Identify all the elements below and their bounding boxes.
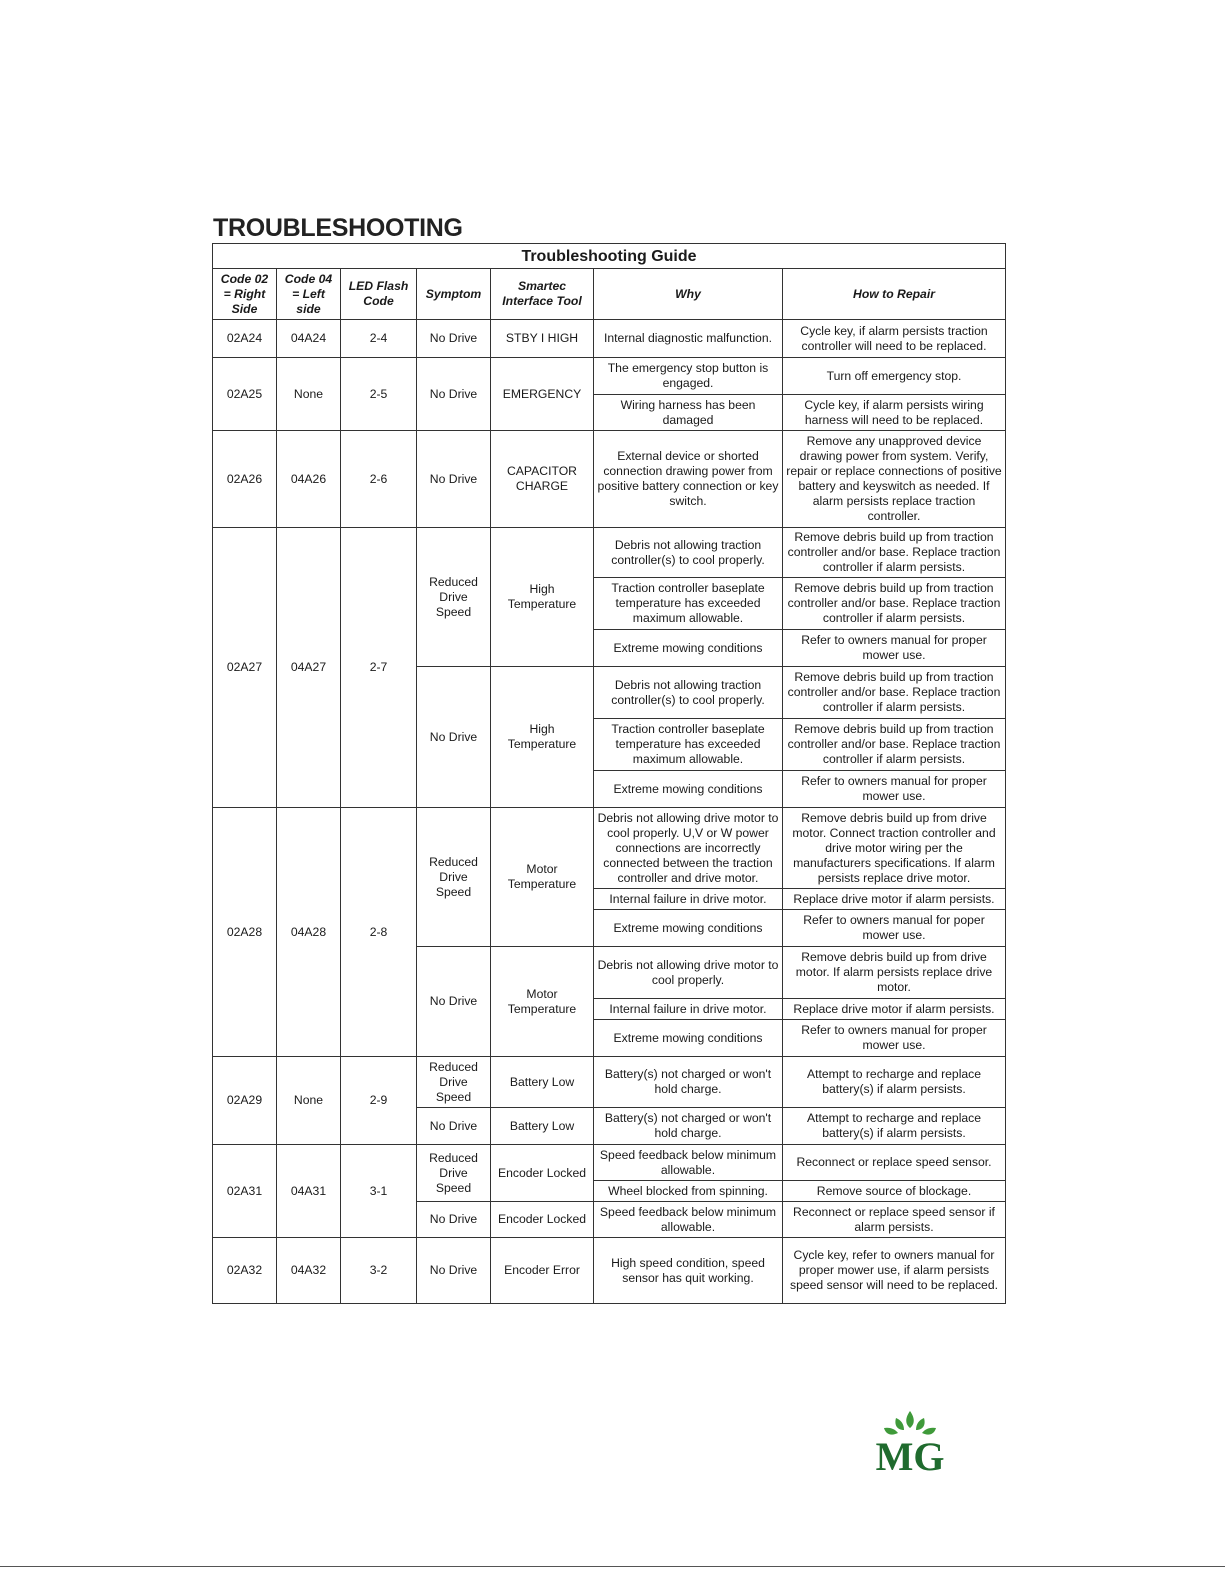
tool-cell: Encoder Locked xyxy=(491,1202,594,1238)
why-cell: Speed feedback below minimum allowable. xyxy=(594,1202,783,1238)
troubleshooting-table xyxy=(212,243,1006,1304)
table-row xyxy=(213,1238,1006,1304)
repair-cell: Turn off emergency stop. xyxy=(783,358,1006,395)
tool-cell: EMERGENCY xyxy=(491,358,594,431)
repair-cell: Reconnect or replace speed sensor. xyxy=(783,1145,1006,1181)
symptom-cell: No Drive xyxy=(417,320,491,358)
repair-cell: Remove debris build up from traction controller and/or base. Replace traction controller if alarm persists. xyxy=(783,578,1006,630)
symptom-cell: No Drive xyxy=(417,667,491,808)
led-code-cell: 2-4 xyxy=(341,320,417,358)
led-code-cell: 2-7 xyxy=(341,528,417,808)
why-cell: Extreme mowing conditions xyxy=(594,910,783,947)
code04-cell: None xyxy=(277,358,341,431)
mg-logo xyxy=(872,1408,948,1474)
repair-cell: Remove debris build up from traction controller and/or base. Replace traction controller if alarm persists. xyxy=(783,719,1006,771)
repair-cell: Cycle key, if alarm persists traction controller will need to be replaced. xyxy=(783,320,1006,358)
repair-cell: Reconnect or replace speed sensor if alarm persists. xyxy=(783,1202,1006,1238)
table-row xyxy=(213,358,1006,395)
repair-cell: Cycle key, refer to owners manual for proper mower use, if alarm persists speed sensor will need to be replaced. xyxy=(783,1238,1006,1304)
header-led-flash-code: LED Flash Code xyxy=(341,269,417,320)
code02-cell: 02A27 xyxy=(213,528,277,808)
header-symptom: Symptom xyxy=(417,269,491,320)
tool-cell: Battery Low xyxy=(491,1057,594,1108)
why-cell: Wiring harness has been damaged xyxy=(594,395,783,431)
why-cell: Internal failure in drive motor. xyxy=(594,999,783,1020)
why-cell: Traction controller baseplate temperature has exceeded maximum allowable. xyxy=(594,578,783,630)
symptom-cell: No Drive xyxy=(417,1238,491,1304)
leaf-center-icon xyxy=(906,1411,914,1428)
symptom-cell: No Drive xyxy=(417,1108,491,1145)
repair-cell: Replace drive motor if alarm persists. xyxy=(783,999,1006,1020)
tool-cell: CAPACITOR CHARGE xyxy=(491,431,594,528)
symptom-cell: Reduced Drive Speed xyxy=(417,1057,491,1108)
why-cell: Internal failure in drive motor. xyxy=(594,889,783,910)
page-heading: TROUBLESHOOTING xyxy=(213,214,463,242)
code04-cell: 04A32 xyxy=(277,1238,341,1304)
repair-cell: Refer to owners manual for proper mower use. xyxy=(783,771,1006,808)
tool-cell: STBY I HIGH xyxy=(491,320,594,358)
repair-cell: Attempt to recharge and replace battery(s) if alarm persists. xyxy=(783,1108,1006,1145)
code02-cell: 02A31 xyxy=(213,1145,277,1238)
why-cell: Battery(s) not charged or won't hold charge. xyxy=(594,1108,783,1145)
symptom-cell: No Drive xyxy=(417,431,491,528)
code02-cell: 02A25 xyxy=(213,358,277,431)
tool-cell: High Temperature xyxy=(491,667,594,808)
why-cell: Debris not allowing traction controller(s) to cool properly. xyxy=(594,528,783,578)
code02-cell: 02A29 xyxy=(213,1057,277,1145)
why-cell: Debris not allowing drive motor to cool properly. xyxy=(594,947,783,999)
repair-cell: Remove any unapproved device drawing power from system. Verify, repair or replace connections of positive battery and keyswitch as needed. If alarm persists replace traction controller. xyxy=(783,431,1006,528)
header-row xyxy=(213,269,1006,320)
logo-text: MG xyxy=(875,1434,945,1474)
code02-cell: 02A26 xyxy=(213,431,277,528)
tool-cell: Encoder Error xyxy=(491,1238,594,1304)
table-title: Troubleshooting Guide xyxy=(213,244,1006,269)
why-cell: Speed feedback below minimum allowable. xyxy=(594,1145,783,1181)
repair-cell: Cycle key, if alarm persists wiring harness will need to be replaced. xyxy=(783,395,1006,431)
code04-cell: None xyxy=(277,1057,341,1145)
repair-cell: Attempt to recharge and replace battery(s) if alarm persists. xyxy=(783,1057,1006,1108)
repair-cell: Remove debris build up from drive motor. Connect traction controller and drive motor wiring per the manufacturers specifications. If alarm persists replace drive motor. xyxy=(783,808,1006,889)
repair-cell: Refer to owners manual for poper mower use. xyxy=(783,910,1006,947)
table-row xyxy=(213,808,1006,889)
why-cell: The emergency stop button is engaged. xyxy=(594,358,783,395)
why-cell: Internal diagnostic malfunction. xyxy=(594,320,783,358)
table-row xyxy=(213,431,1006,528)
led-code-cell: 2-9 xyxy=(341,1057,417,1145)
mg-logo-graphic xyxy=(872,1408,948,1474)
led-code-cell: 2-8 xyxy=(341,808,417,1057)
repair-cell: Refer to owners manual for proper mower use. xyxy=(783,1020,1006,1057)
header-why: Why xyxy=(594,269,783,320)
tool-cell: High Temperature xyxy=(491,528,594,667)
symptom-cell: No Drive xyxy=(417,358,491,431)
code04-cell: 04A31 xyxy=(277,1145,341,1238)
leaf-left-icon xyxy=(895,1418,904,1430)
code04-cell: 04A28 xyxy=(277,808,341,1057)
table-row xyxy=(213,1057,1006,1108)
symptom-cell: Reduced Drive Speed xyxy=(417,1145,491,1202)
repair-cell: Remove debris build up from traction controller and/or base. Replace traction controller if alarm persists. xyxy=(783,667,1006,719)
why-cell: Extreme mowing conditions xyxy=(594,1020,783,1057)
repair-cell: Replace drive motor if alarm persists. xyxy=(783,889,1006,910)
why-cell: Debris not allowing drive motor to cool properly. U,V or W power connections are incorrectly connected between the traction controller and drive motor. xyxy=(594,808,783,889)
header-code02: Code 02 = Right Side xyxy=(213,269,277,320)
tool-cell: Encoder Locked xyxy=(491,1145,594,1202)
repair-cell: Remove debris build up from traction controller and/or base. Replace traction controller if alarm persists. xyxy=(783,528,1006,578)
code04-cell: 04A27 xyxy=(277,528,341,808)
repair-cell: Remove debris build up from drive motor. If alarm persists replace drive motor. xyxy=(783,947,1006,999)
symptom-cell: No Drive xyxy=(417,947,491,1057)
header-how-to-repair: How to Repair xyxy=(783,269,1006,320)
code02-cell: 02A24 xyxy=(213,320,277,358)
table-row xyxy=(213,1145,1006,1181)
led-code-cell: 2-5 xyxy=(341,358,417,431)
why-cell: Wheel blocked from spinning. xyxy=(594,1181,783,1202)
tool-cell: Motor Temperature xyxy=(491,808,594,947)
header-smartec-tool: Smartec Interface Tool xyxy=(491,269,594,320)
leaf-right-icon xyxy=(916,1418,925,1430)
header-code04: Code 04 = Left side xyxy=(277,269,341,320)
tool-cell: Motor Temperature xyxy=(491,947,594,1057)
why-cell: Extreme mowing conditions xyxy=(594,630,783,667)
symptom-cell: No Drive xyxy=(417,1202,491,1238)
led-code-cell: 2-6 xyxy=(341,431,417,528)
code04-cell: 04A26 xyxy=(277,431,341,528)
code02-cell: 02A32 xyxy=(213,1238,277,1304)
why-cell: Extreme mowing conditions xyxy=(594,771,783,808)
code02-cell: 02A28 xyxy=(213,808,277,1057)
symptom-cell: Reduced Drive Speed xyxy=(417,528,491,667)
bottom-rule xyxy=(0,1566,1225,1567)
repair-cell: Refer to owners manual for proper mower use. xyxy=(783,630,1006,667)
led-code-cell: 3-2 xyxy=(341,1238,417,1304)
tool-cell: Battery Low xyxy=(491,1108,594,1145)
why-cell: Debris not allowing traction controller(s) to cool properly. xyxy=(594,667,783,719)
why-cell: High speed condition, speed sensor has quit working. xyxy=(594,1238,783,1304)
why-cell: Battery(s) not charged or won't hold charge. xyxy=(594,1057,783,1108)
code04-cell: 04A24 xyxy=(277,320,341,358)
led-code-cell: 3-1 xyxy=(341,1145,417,1238)
repair-cell: Remove source of blockage. xyxy=(783,1181,1006,1202)
symptom-cell: Reduced Drive Speed xyxy=(417,808,491,947)
table-row xyxy=(213,320,1006,358)
logo-leaves xyxy=(884,1411,936,1435)
why-cell: External device or shorted connection drawing power from positive battery connection or key switch. xyxy=(594,431,783,528)
why-cell: Traction controller baseplate temperature has exceeded maximum allowable. xyxy=(594,719,783,771)
table-row xyxy=(213,528,1006,578)
